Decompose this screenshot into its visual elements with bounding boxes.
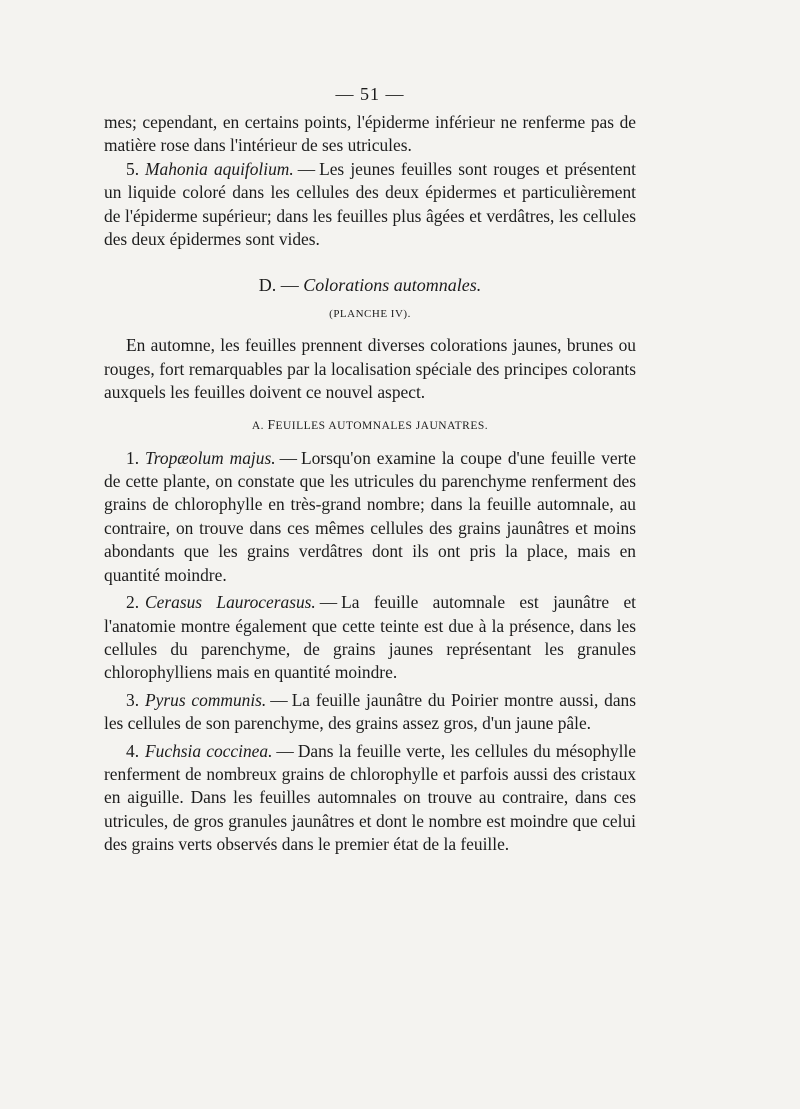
item-number: 5.	[126, 158, 140, 179]
paragraph-item-2	[104, 591, 636, 685]
paragraph-item-1	[104, 447, 636, 587]
item-text: La feuille jaunâtre du Poirier montre aussi, dans les cellules de son parenchyme, des grains assez gros, d'un jaune pâle.	[104, 689, 637, 734]
species-name: Pyrus communis.	[145, 689, 267, 710]
section-intro-paragraph: En automne, les feuilles prennent diverses colorations jaunes, brunes ou rouges, fort remarquables par la localisation spéciale des principes colorants auxquels les feuilles doivent ce nouvel aspect.	[104, 335, 636, 403]
item-number: 3.	[126, 689, 140, 710]
intro-paragraph: mes; cependant, en certains points, l'épiderme inférieur ne renferme pas de matière rose dans l'intérieur de ses utricules.	[104, 112, 636, 156]
species-name: Mahonia aquifolium.	[145, 158, 294, 179]
item-number: 2.	[126, 592, 140, 613]
subsection-heading	[104, 417, 636, 433]
plate-reference: (PLANCHE IV).	[329, 308, 411, 321]
item-number: 4.	[126, 740, 140, 761]
item-text: La feuille automnale est jaunâtre et l'anatomie montre également que cette teinte est due à la présence, dans les cellules du parenchyme, de grains jaunes représentant les granules chlorophylliens mais en quantité moindre.	[104, 592, 636, 683]
em-dash: —	[276, 740, 294, 761]
section-title: Colorations automnales.	[303, 275, 482, 296]
em-dash: —	[319, 592, 338, 613]
subsection-prefix: A.	[251, 419, 265, 432]
paragraph-item-4	[104, 740, 636, 857]
em-dash: —	[270, 689, 288, 710]
page-number: — 51 —	[335, 84, 405, 104]
em-dash: —	[279, 447, 297, 468]
paragraph-item-5	[104, 158, 636, 252]
item-text: Lorsqu'on examine la coupe d'une feuille verte de cette plante, on constate que les utricules du parenchyme renferment des grains de chlorophylle en très-grand nombre; dans la feuille automnale, au contraire, on trouve dans ces mêmes cellules des grains jaunâtres et moins abondants que les grains verdâtres dont ils ont pris la place, mais en quantité moindre.	[104, 447, 636, 585]
species-name: Tropæolum majus.	[145, 447, 276, 468]
section-heading	[104, 275, 636, 296]
document-page	[104, 84, 636, 857]
item-number: 1.	[126, 447, 140, 468]
paragraph-item-3	[104, 689, 636, 736]
species-name: Fuchsia coccinea.	[145, 740, 273, 761]
section-prefix: D. —	[258, 275, 299, 296]
item-text: Dans la feuille verte, les cellules du mésophylle renferment de nombreux grains de chlorophylle et parfois aussi des cristaux en aiguille. Dans les feuilles automnales on trouve au contraire, dans ces utricules, de gros granules jaunâtres et dont le nombre est moindre que celui des grains verts observés dans le premier état de la feuille.	[104, 740, 637, 855]
subsection-title: EUILLES AUTOMNALES JAUNATRES.	[275, 419, 489, 432]
em-dash: —	[297, 158, 316, 179]
item-text: Les jeunes feuilles sont rouges et présentent un liquide coloré dans les cellules des deux épidermes et particulièrement de l'épiderme supérieur; dans les feuilles plus âgées et verdâtres, les cellules des deux épidermes sont vides.	[104, 158, 636, 250]
species-name: Cerasus Laurocerasus.	[145, 592, 316, 613]
subsection-initial: F	[267, 416, 276, 432]
